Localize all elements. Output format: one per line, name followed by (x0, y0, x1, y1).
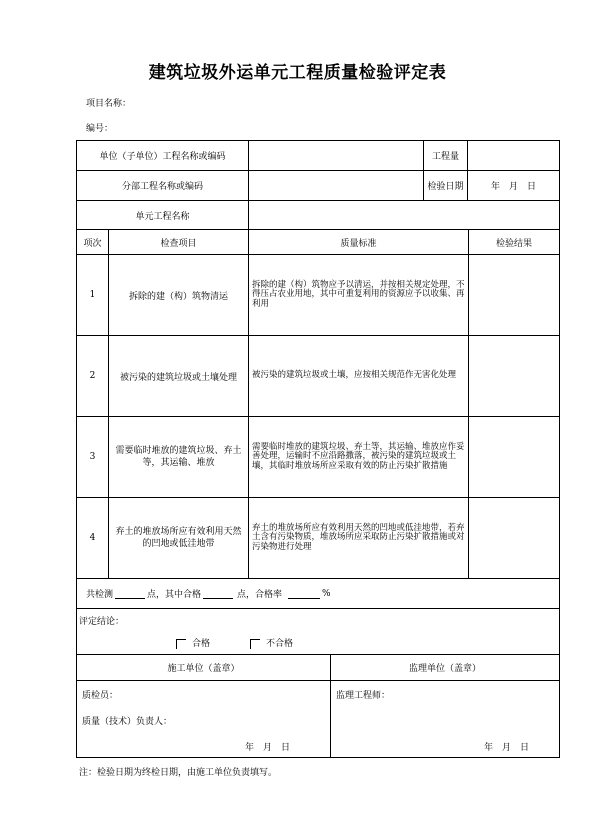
construction-unit-label: 施工单位（盖章） (167, 664, 240, 674)
row-1-result[interactable] (469, 255, 559, 335)
sub-project-label: 分部工程名称或编码 (121, 182, 203, 192)
inspector-label: 质检员： (82, 691, 119, 701)
row-1-item: 拆除的建（构）筑物清运 (128, 291, 228, 302)
row-4-standard: 弃土的堆放场所应有效利用天然的凹地或低洼地带，若弃土含有污染物质，堆放场所应采取防止污染扩散措施或对污染物进行处理 (252, 522, 465, 552)
row-2-standard: 被污染的建筑垃圾或土壤，应按相关规范作无害化处理 (252, 370, 457, 381)
element-project-label: 单元工程名称 (135, 211, 190, 222)
col-inspection-item: 检查项目 (160, 238, 197, 249)
col-inspection-result: 检验结果 (495, 238, 532, 249)
row-3-standard: 需要临时堆放的建筑垃圾、弃土等，其运输、堆放应作妥善处理，运输时不应沿路撒落，被污染的建筑垃圾或土壤，其临时堆放场所应采取有效的防止污染扩散措施 (252, 441, 465, 471)
row-2-result[interactable] (469, 336, 559, 416)
quantity-label: 工程量 (431, 152, 459, 162)
summary-points-rate: 点，合格率 (237, 590, 283, 600)
unit-project-label: 单位（子单位）工程名称或编码 (99, 152, 226, 162)
pass-rate-field[interactable] (288, 588, 320, 599)
supervision-sign-date[interactable]: 年 月 日 (484, 743, 530, 753)
row-3-no: 3 (89, 452, 96, 462)
project-name-label: 项目名称： (86, 99, 132, 109)
conclusion-label: 评定结论： (79, 617, 125, 627)
pass-label: 合格 (192, 639, 211, 649)
fail-label: 不合格 (266, 639, 294, 649)
unit-project-value[interactable] (249, 141, 423, 170)
element-project-value[interactable] (249, 201, 559, 229)
summary-total-prefix: 共检测 (86, 590, 114, 600)
row-1-standard: 拆除的建（构）筑物应予以清运，并按相关规定处理，不得压占农业用地，其中可重复利用的资源应予以收集、再利用 (252, 279, 465, 309)
footnote: 注：检验日期为终检日期，由施工单位负责填写。 (79, 768, 278, 778)
inspection-date-label: 检验日期 (427, 182, 464, 192)
pass-checkbox[interactable] (176, 639, 186, 649)
quality-tech-lead-label: 质量（技术）负责人： (82, 717, 173, 727)
fail-checkbox[interactable] (250, 639, 260, 649)
col-quality-standard: 质量标准 (340, 238, 377, 249)
sub-project-value[interactable] (249, 171, 423, 200)
supervision-unit-label: 监理单位（盖章） (408, 664, 481, 674)
row-1-no: 1 (89, 290, 96, 300)
row-4-result[interactable] (469, 498, 559, 578)
summary-line (86, 579, 556, 608)
pass-option[interactable] (176, 636, 210, 649)
inspection-date-value[interactable]: 年 月 日 (490, 182, 536, 192)
construction-sign-date[interactable]: 年 月 日 (245, 743, 291, 753)
total-points-field[interactable] (115, 588, 145, 599)
summary-points-mid: 点，其中合格 (147, 590, 202, 600)
page-title: 建筑垃圾外运单元工程质量检验评定表 (148, 63, 447, 83)
row-2-item: 被污染的建筑垃圾或土壤处理 (119, 372, 237, 383)
row-4-no: 4 (89, 533, 96, 543)
row-2-no: 2 (89, 371, 96, 381)
number-label: 编号： (86, 124, 114, 134)
summary-percent: % (322, 588, 331, 599)
row-3-result[interactable] (469, 417, 559, 497)
supervision-engineer-label: 监理工程师： (336, 691, 391, 701)
fail-option[interactable] (250, 636, 293, 649)
row-4-item: 弃土的堆放场所应有效利用天然的凹地或低洼地带 (115, 527, 242, 549)
row-3-item: 需要临时堆放的建筑垃圾、弃土等，其运输、堆放 (115, 446, 242, 468)
quantity-value[interactable] (468, 141, 559, 170)
col-item-no: 项次 (83, 238, 102, 249)
passed-points-field[interactable] (203, 588, 233, 599)
